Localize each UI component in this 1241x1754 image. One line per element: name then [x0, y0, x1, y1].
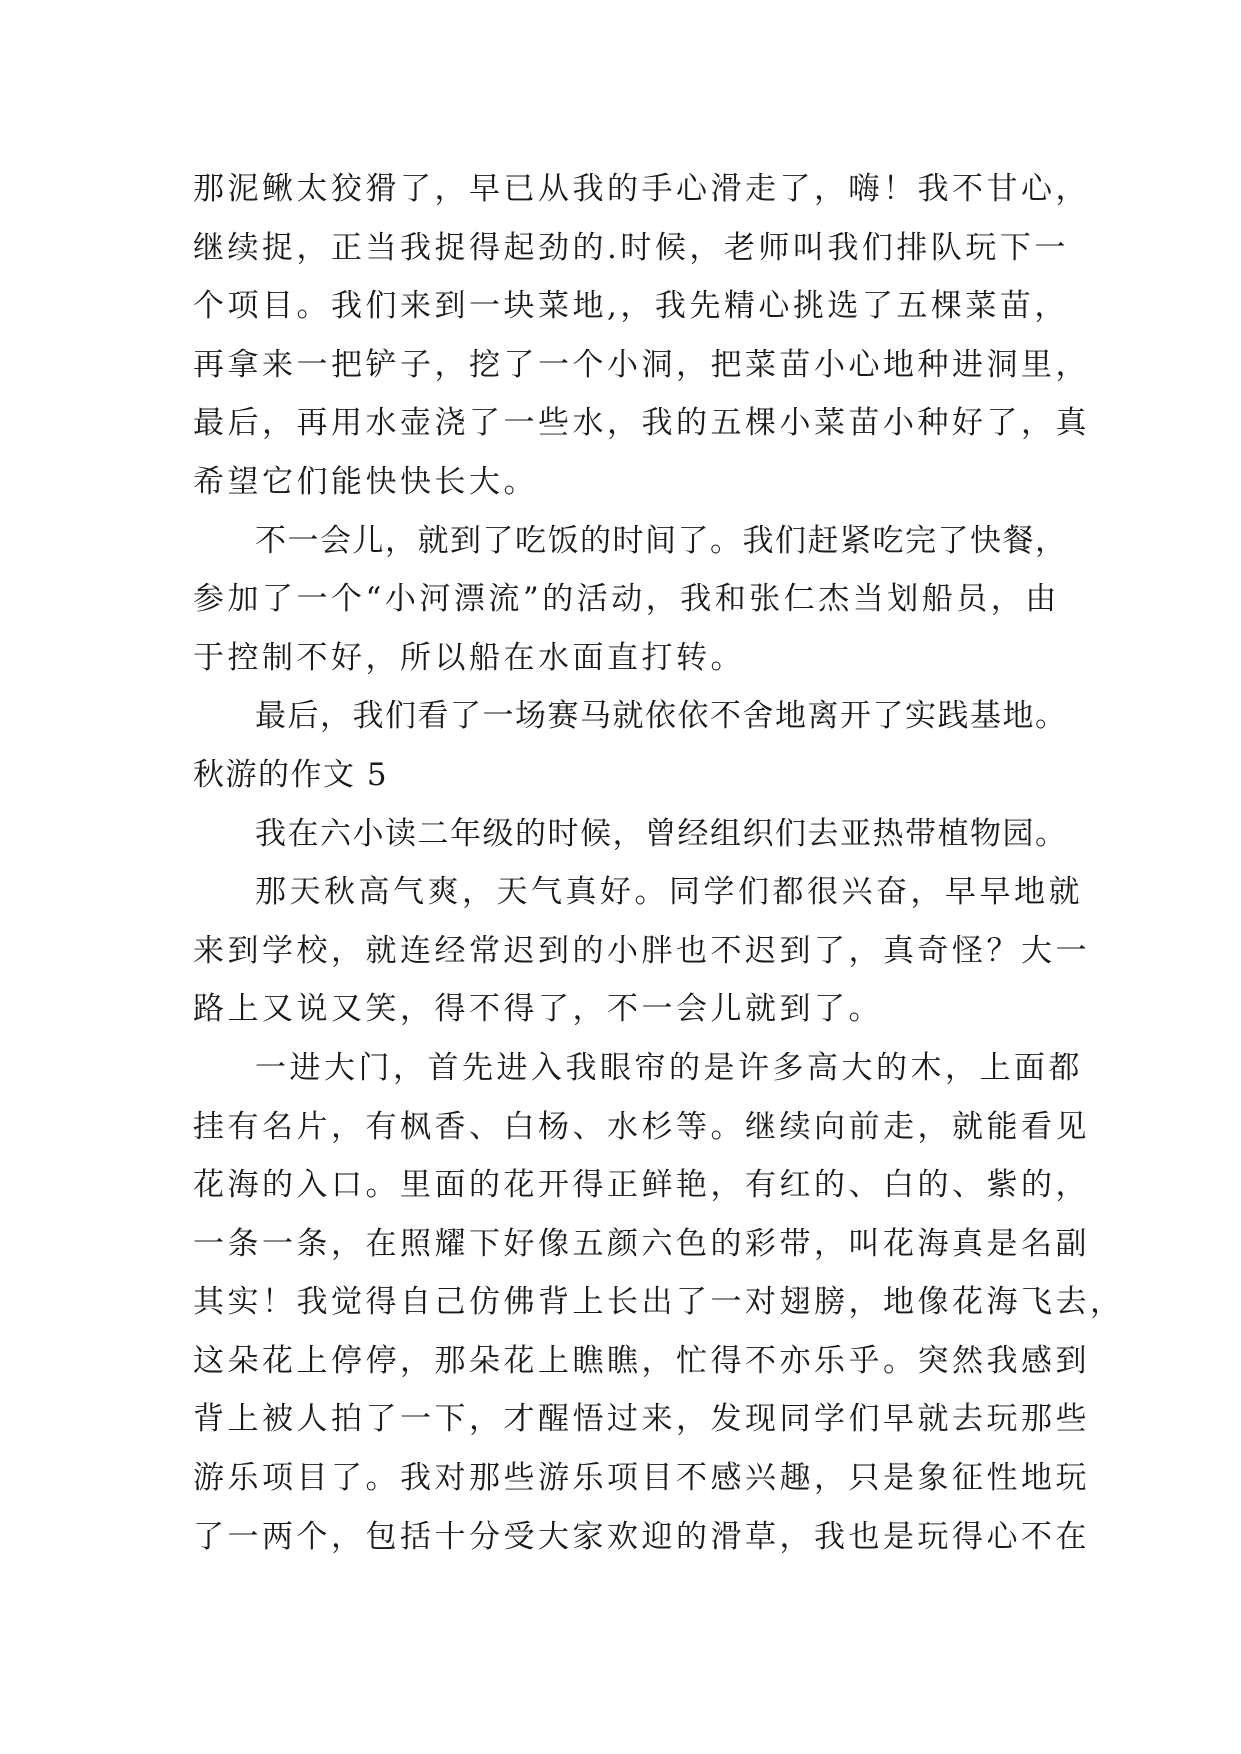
paragraph-start-line: 不一会儿，就到了吃饭的时间了。我们赶紧吃完了快餐，	[255, 522, 1068, 559]
paragraph-start-line: 我在六小读二年级的时候，曾经组织们去亚热带植物园。	[255, 815, 1068, 852]
text-line: 继续捉，正当我捉得起劲的.时候，老师叫我们排队玩下一	[193, 229, 1069, 266]
text-line: 游乐项目了。我对那些游乐项目不感兴趣，只是象征性地玩	[193, 1460, 1090, 1497]
text-line: 于控制不好，所以船在水面直打转。	[193, 639, 745, 676]
paragraph-start-line: 最后，我们看了一场赛马就依依不舍地离开了实践基地。	[255, 698, 1068, 735]
text-line: 了一两个，包括十分受大家欢迎的滑草，我也是玩得心不在	[193, 1518, 1090, 1555]
text-line: 那泥鳅太狡猾了，早已从我的手心滑走了，嗨！我不甘心，	[193, 171, 1090, 207]
text-line: 这朵花上停停，那朵花上瞧瞧，忙得不亦乐乎。突然我感到	[193, 1342, 1090, 1379]
text-line: 挂有名片，有枫香、白杨、水杉等。继续向前走，就能看见	[193, 1108, 1090, 1145]
text-line: 花海的入口。里面的花开得正鲜艳，有红的、白的、紫的，	[193, 1167, 1090, 1204]
essay-body	[193, 160, 1125, 1566]
text-line: 最后，再用水壶浇了一些水，我的五棵小菜苗小种好了，真	[193, 405, 1090, 442]
text-line: 希望它们能快快长大。	[193, 463, 538, 500]
paragraph-start-line: 那天秋高气爽，天气真好。同学们都很兴奋，早早地就	[255, 874, 1083, 911]
text-line: 再拿来一把铲子，挖了一个小洞，把菜苗小心地种进洞里，	[193, 346, 1090, 383]
text-line: 路上又说又笑，得不得了，不一会儿就到了。	[193, 991, 883, 1028]
text-line: 一条一条，在照耀下好像五颜六色的彩带，叫花海真是名副	[193, 1225, 1090, 1262]
section-heading: 秋游的作文 5	[193, 756, 389, 793]
paragraph-start-line: 一进大门，首先进入我眼帘的是许多高大的木，上面都	[255, 1049, 1083, 1086]
text-line: 背上被人拍了一下，才醒悟过来，发现同学们早就去玩那些	[193, 1401, 1090, 1438]
text-line: 来到学校，就连经常迟到的小胖也不迟到了，真奇怪？大一	[193, 932, 1090, 969]
text-line: 其实！我觉得自己仿佛背上长出了一对翅膀，地像花海飞去，	[193, 1284, 1125, 1321]
text-line: 个项目。我们来到一块菜地,，我先精心挑选了五棵菜苗，	[193, 288, 1069, 325]
text-line: 参加了一个“小河漂流”的活动，我和张仁杰当划船员，由	[193, 581, 1060, 618]
